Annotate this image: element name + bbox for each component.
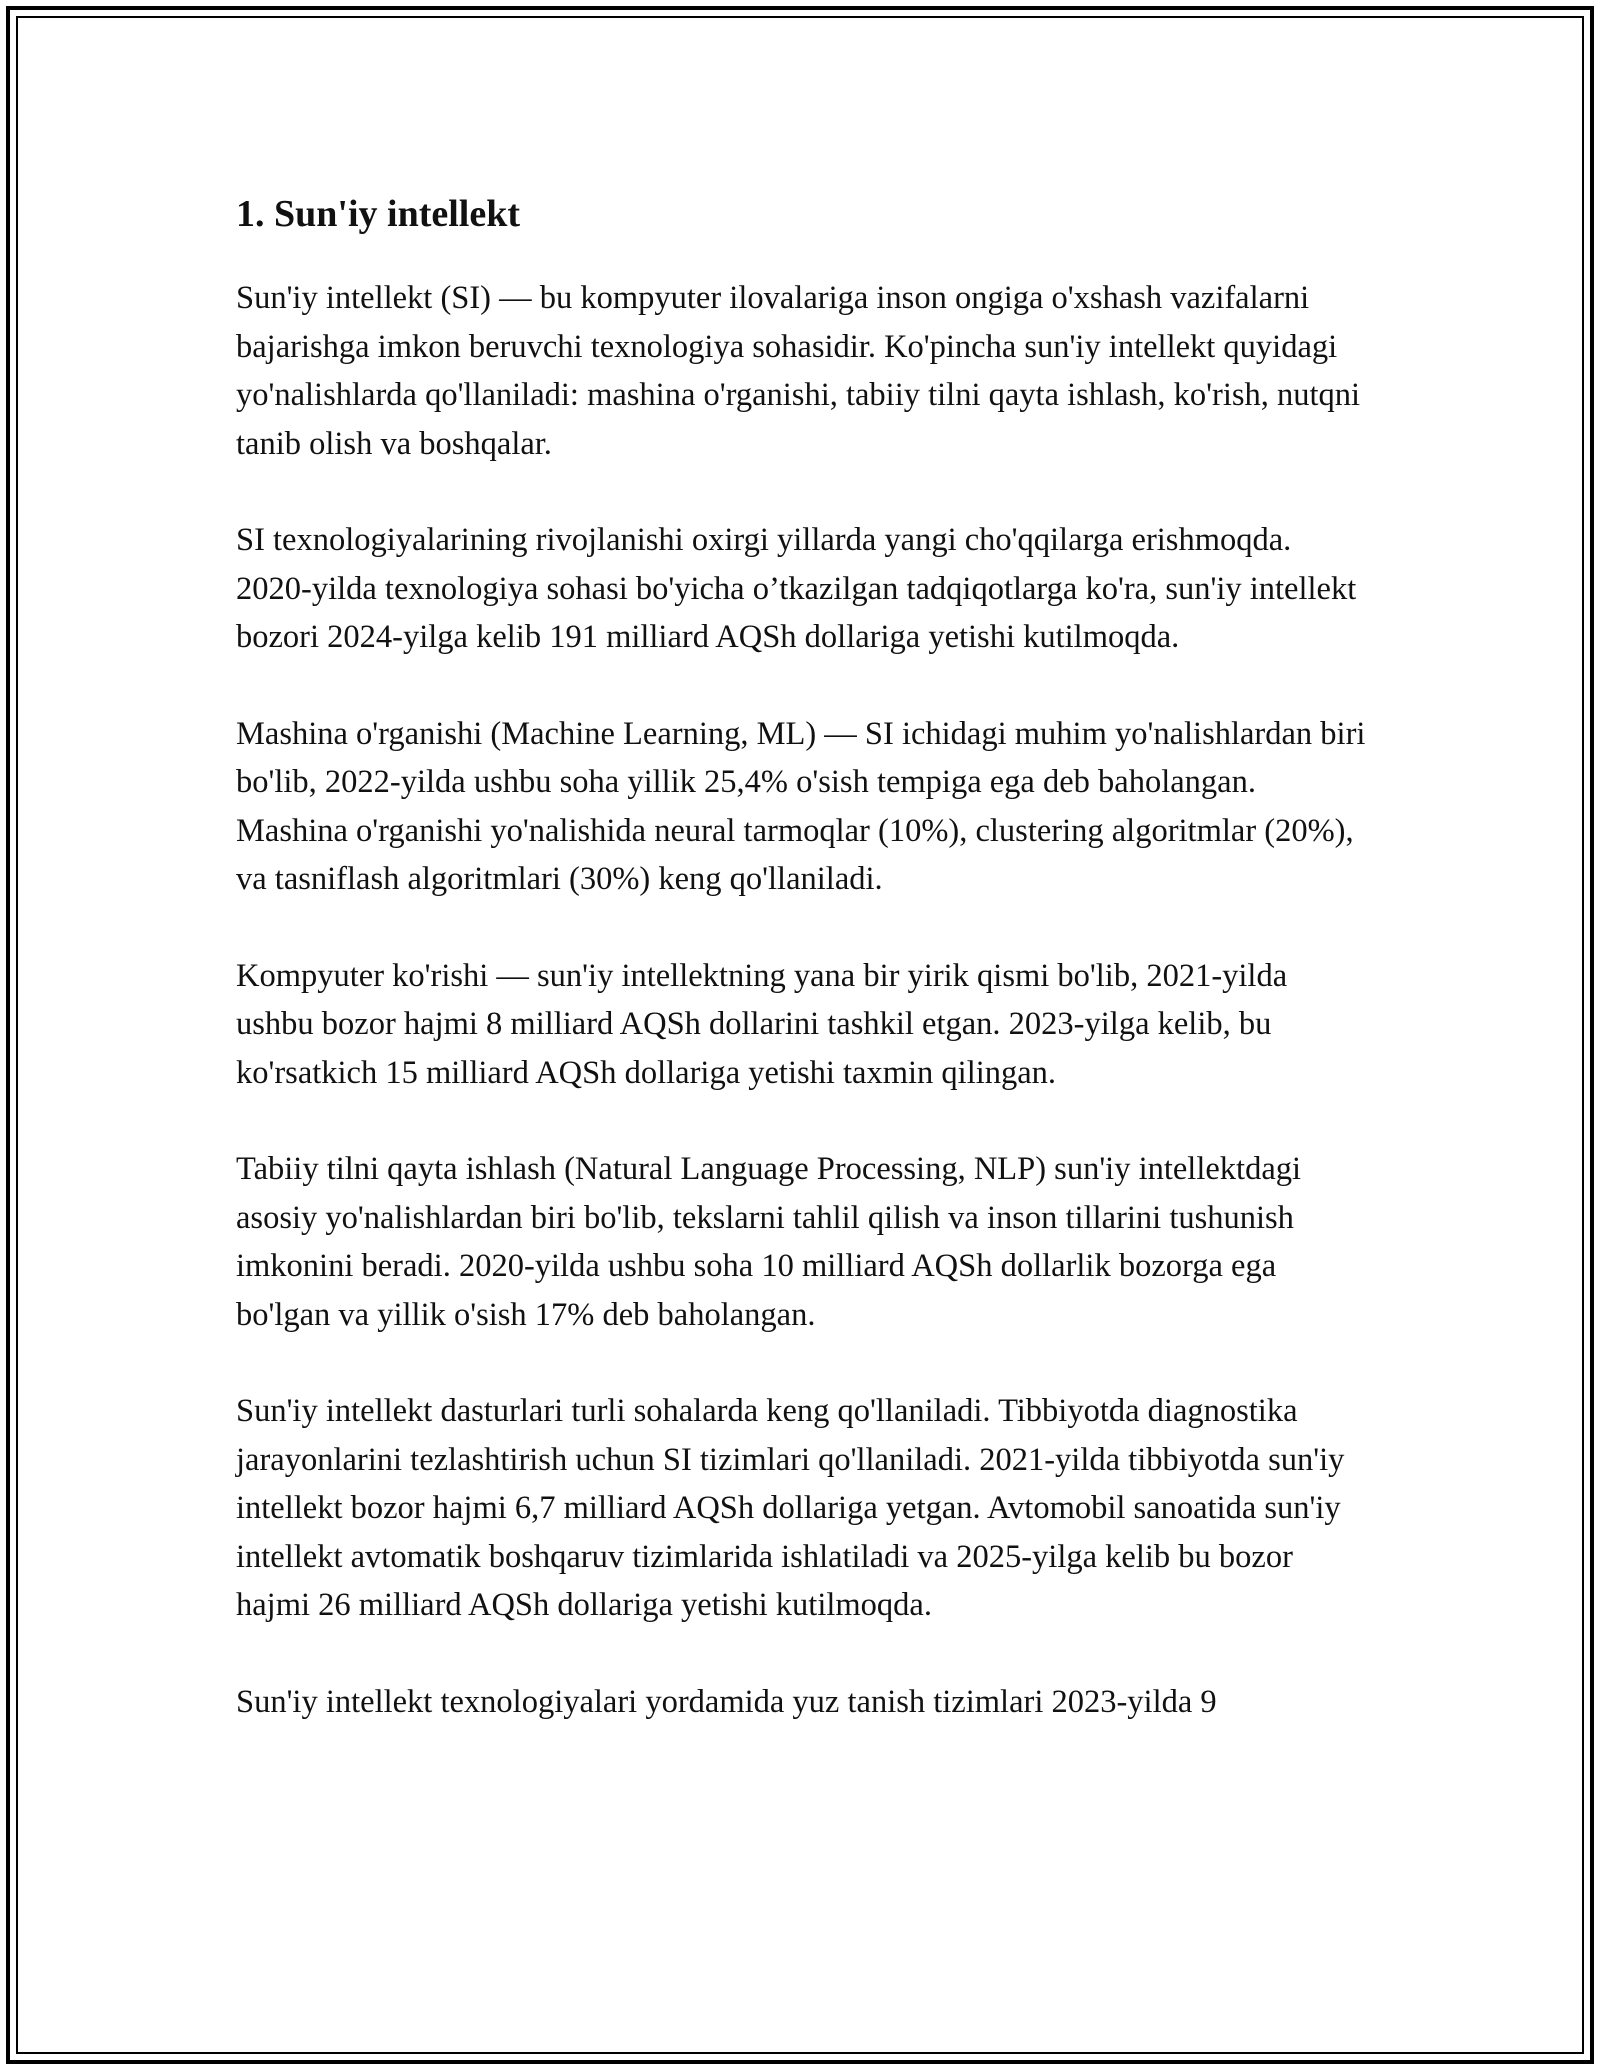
- paragraph-nlp: Tabiiy tilni qayta ishlash (Natural Language Processing, NLP) sun'iy intellektdagi asosiy yo'nalishlardan biri bo'lib, tekslarni tahlil qilish va inson tillarini tushunish imkonini beradi. 2020-yilda ushbu soha 10 milliard AQSh dollarlik bozorga ega bo'lgan va yillik o'sish 17% deb baholangan.: [236, 1151, 1302, 1333]
- section-heading: 1. Sun'iy intellekt: [236, 193, 520, 235]
- document-body: [236, 190, 1366, 1774]
- paragraph-machine-learning: Mashina o'rganishi (Machine Learning, ML) — SI ichidagi muhim yo'nalishlardan biri bo'lib, 2022-yilda ushbu soha yillik 25,4% o'sish tempiga ega deb baholangan. Mashina o'rganishi yo'nalishida neural tarmoqlar (10%), clustering algoritmlar (20%), va tasniflash algoritmlari (30%) keng qo'llaniladi.: [236, 715, 1366, 897]
- paragraph-applications: Sun'iy intellekt dasturlari turli sohalarda keng qo'llaniladi. Tibbiyotda diagnostika jarayonlarini tezlashtirish uchun SI tizimlari qo'llaniladi. 2021-yilda tibbiyotda sun'iy intellekt bozor hajmi 6,7 milliard AQSh dollariga yetgan. Avtomobil sanoatida sun'iy intellekt avtomatik boshqaruv tizimlarida ishlatiladi va 2025-yilga kelib bu bozor hajmi 26 milliard AQSh dollariga yetishi kutilmoqda.: [236, 1393, 1345, 1623]
- paragraph-face-recognition: Sun'iy intellekt texnologiyalari yordamida yuz tanish tizimlari 2023-yilda 9: [236, 1683, 1217, 1720]
- paragraph-computer-vision: Kompyuter ko'rishi — sun'iy intellektning yana bir yirik qismi bo'lib, 2021-yilda ushbu bozor hajmi 8 milliard AQSh dollarini tashkil etgan. 2023-yilga kelib, bu ko'rsatkich 15 milliard AQSh dollariga yetishi taxmin qilingan.: [236, 957, 1288, 1091]
- paragraph-market-growth: SI texnologiyalarining rivojlanishi oxirgi yillarda yangi cho'qqilarga erishmoqda. 2020-yilda texnologiya sohasi bo'yicha o’tkazilgan tadqiqotlarga ko'ra, sun'iy intellekt bozori 2024-yilga kelib 191 milliard AQSh dollariga yetishi kutilmoqda.: [236, 522, 1357, 655]
- paragraph-intro: Sun'iy intellekt (SI) — bu kompyuter ilovalariga inson ongiga o'xshash vazifalarni bajarishga imkon beruvchi texnologiya sohasidir. Ko'pincha sun'iy intellekt quyidagi yo'nalishlarda qo'llaniladi: mashina o'rganishi, tabiiy tilni qayta ishlash, ko'rish, nutqni tanib olish va boshqalar.: [236, 280, 1361, 462]
